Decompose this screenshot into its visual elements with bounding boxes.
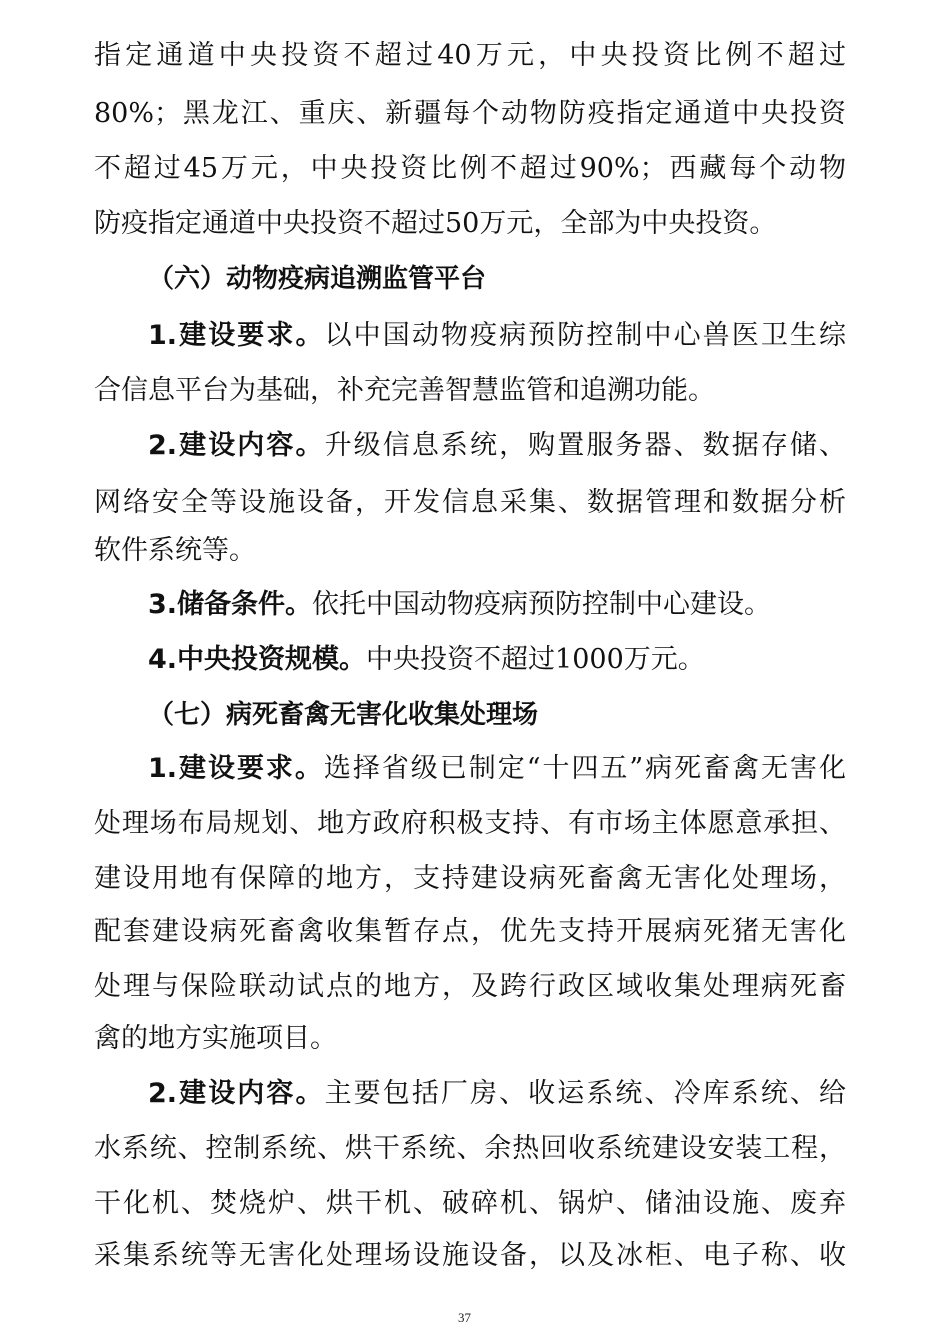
item-label: 1.建设要求。 bbox=[148, 320, 325, 351]
paragraph-line bbox=[148, 633, 846, 687]
paragraph-line: 建设用地有保障的地方，支持建设病死畜禽无害化处理场， bbox=[94, 863, 846, 894]
item-text: 选择省级已制定“十四五”病死畜禽无害化 bbox=[323, 753, 846, 784]
item-text: 升级信息系统，购置服务器、数据存储、 bbox=[324, 430, 846, 461]
section-heading-6: （六）动物疫病追溯监管平台 bbox=[148, 264, 487, 294]
paragraph-line bbox=[148, 309, 846, 363]
item-text: 主要包括厂房、收运系统、冷库系统、给 bbox=[324, 1078, 846, 1109]
section-heading-7: （七）病死畜禽无害化收集处理场 bbox=[148, 700, 539, 730]
item-label: 4.中央投资规模。 bbox=[148, 644, 367, 675]
paragraph-line: 指定通道中央投资不超过40万元，中央投资比例不超过 bbox=[94, 40, 846, 71]
item-label: 3.储备条件。 bbox=[148, 589, 313, 620]
item-label: 2.建设内容。 bbox=[148, 1078, 325, 1109]
paragraph-line: 采集系统等无害化处理场设施设备，以及冰柜、电子称、收 bbox=[94, 1240, 846, 1271]
paragraph-line: 网络安全等设施设备，开发信息采集、数据管理和数据分析 bbox=[94, 487, 846, 518]
paragraph-line: 合信息平台为基础，补充完善智慧监管和追溯功能。 bbox=[94, 375, 715, 406]
paragraph-line bbox=[148, 742, 846, 796]
paragraph-line: 软件系统等。 bbox=[94, 535, 256, 566]
item-text: 中央投资不超过1000万元。 bbox=[366, 644, 705, 675]
paragraph-line: 处理与保险联动试点的地方，及跨行政区域收集处理病死畜 bbox=[94, 971, 846, 1002]
paragraph-line: 防疫指定通道中央投资不超过50万元，全部为中央投资。 bbox=[94, 208, 777, 239]
item-text: 依托中国动物疫病预防控制中心建设。 bbox=[312, 589, 772, 620]
paragraph-line: 处理场布局规划、地方政府积极支持、有市场主体愿意承担、 bbox=[94, 808, 846, 839]
paragraph-line: 80%；黑龙江、重庆、新疆每个动物防疫指定通道中央投资 bbox=[94, 98, 846, 129]
item-text: 以中国动物疫病预防控制中心兽医卫生综 bbox=[324, 320, 846, 351]
paragraph-line bbox=[148, 1067, 846, 1121]
paragraph-line: 干化机、焚烧炉、烘干机、破碎机、锅炉、储油设施、废弃 bbox=[94, 1188, 846, 1219]
paragraph-line: 水系统、控制系统、烘干系统、余热回收系统建设安装工程， bbox=[94, 1133, 846, 1164]
item-label: 2.建设内容。 bbox=[148, 430, 325, 461]
item-label: 1.建设要求。 bbox=[148, 753, 324, 784]
page-number: 37 bbox=[458, 1310, 471, 1325]
paragraph-line bbox=[148, 578, 846, 632]
paragraph-line: 配套建设病死畜禽收集暂存点，优先支持开展病死猪无害化 bbox=[94, 916, 846, 947]
paragraph-line: 禽的地方实施项目。 bbox=[94, 1023, 337, 1054]
paragraph-line bbox=[148, 419, 846, 473]
paragraph-line: 不超过45万元，中央投资比例不超过90%；西藏每个动物 bbox=[94, 153, 846, 184]
